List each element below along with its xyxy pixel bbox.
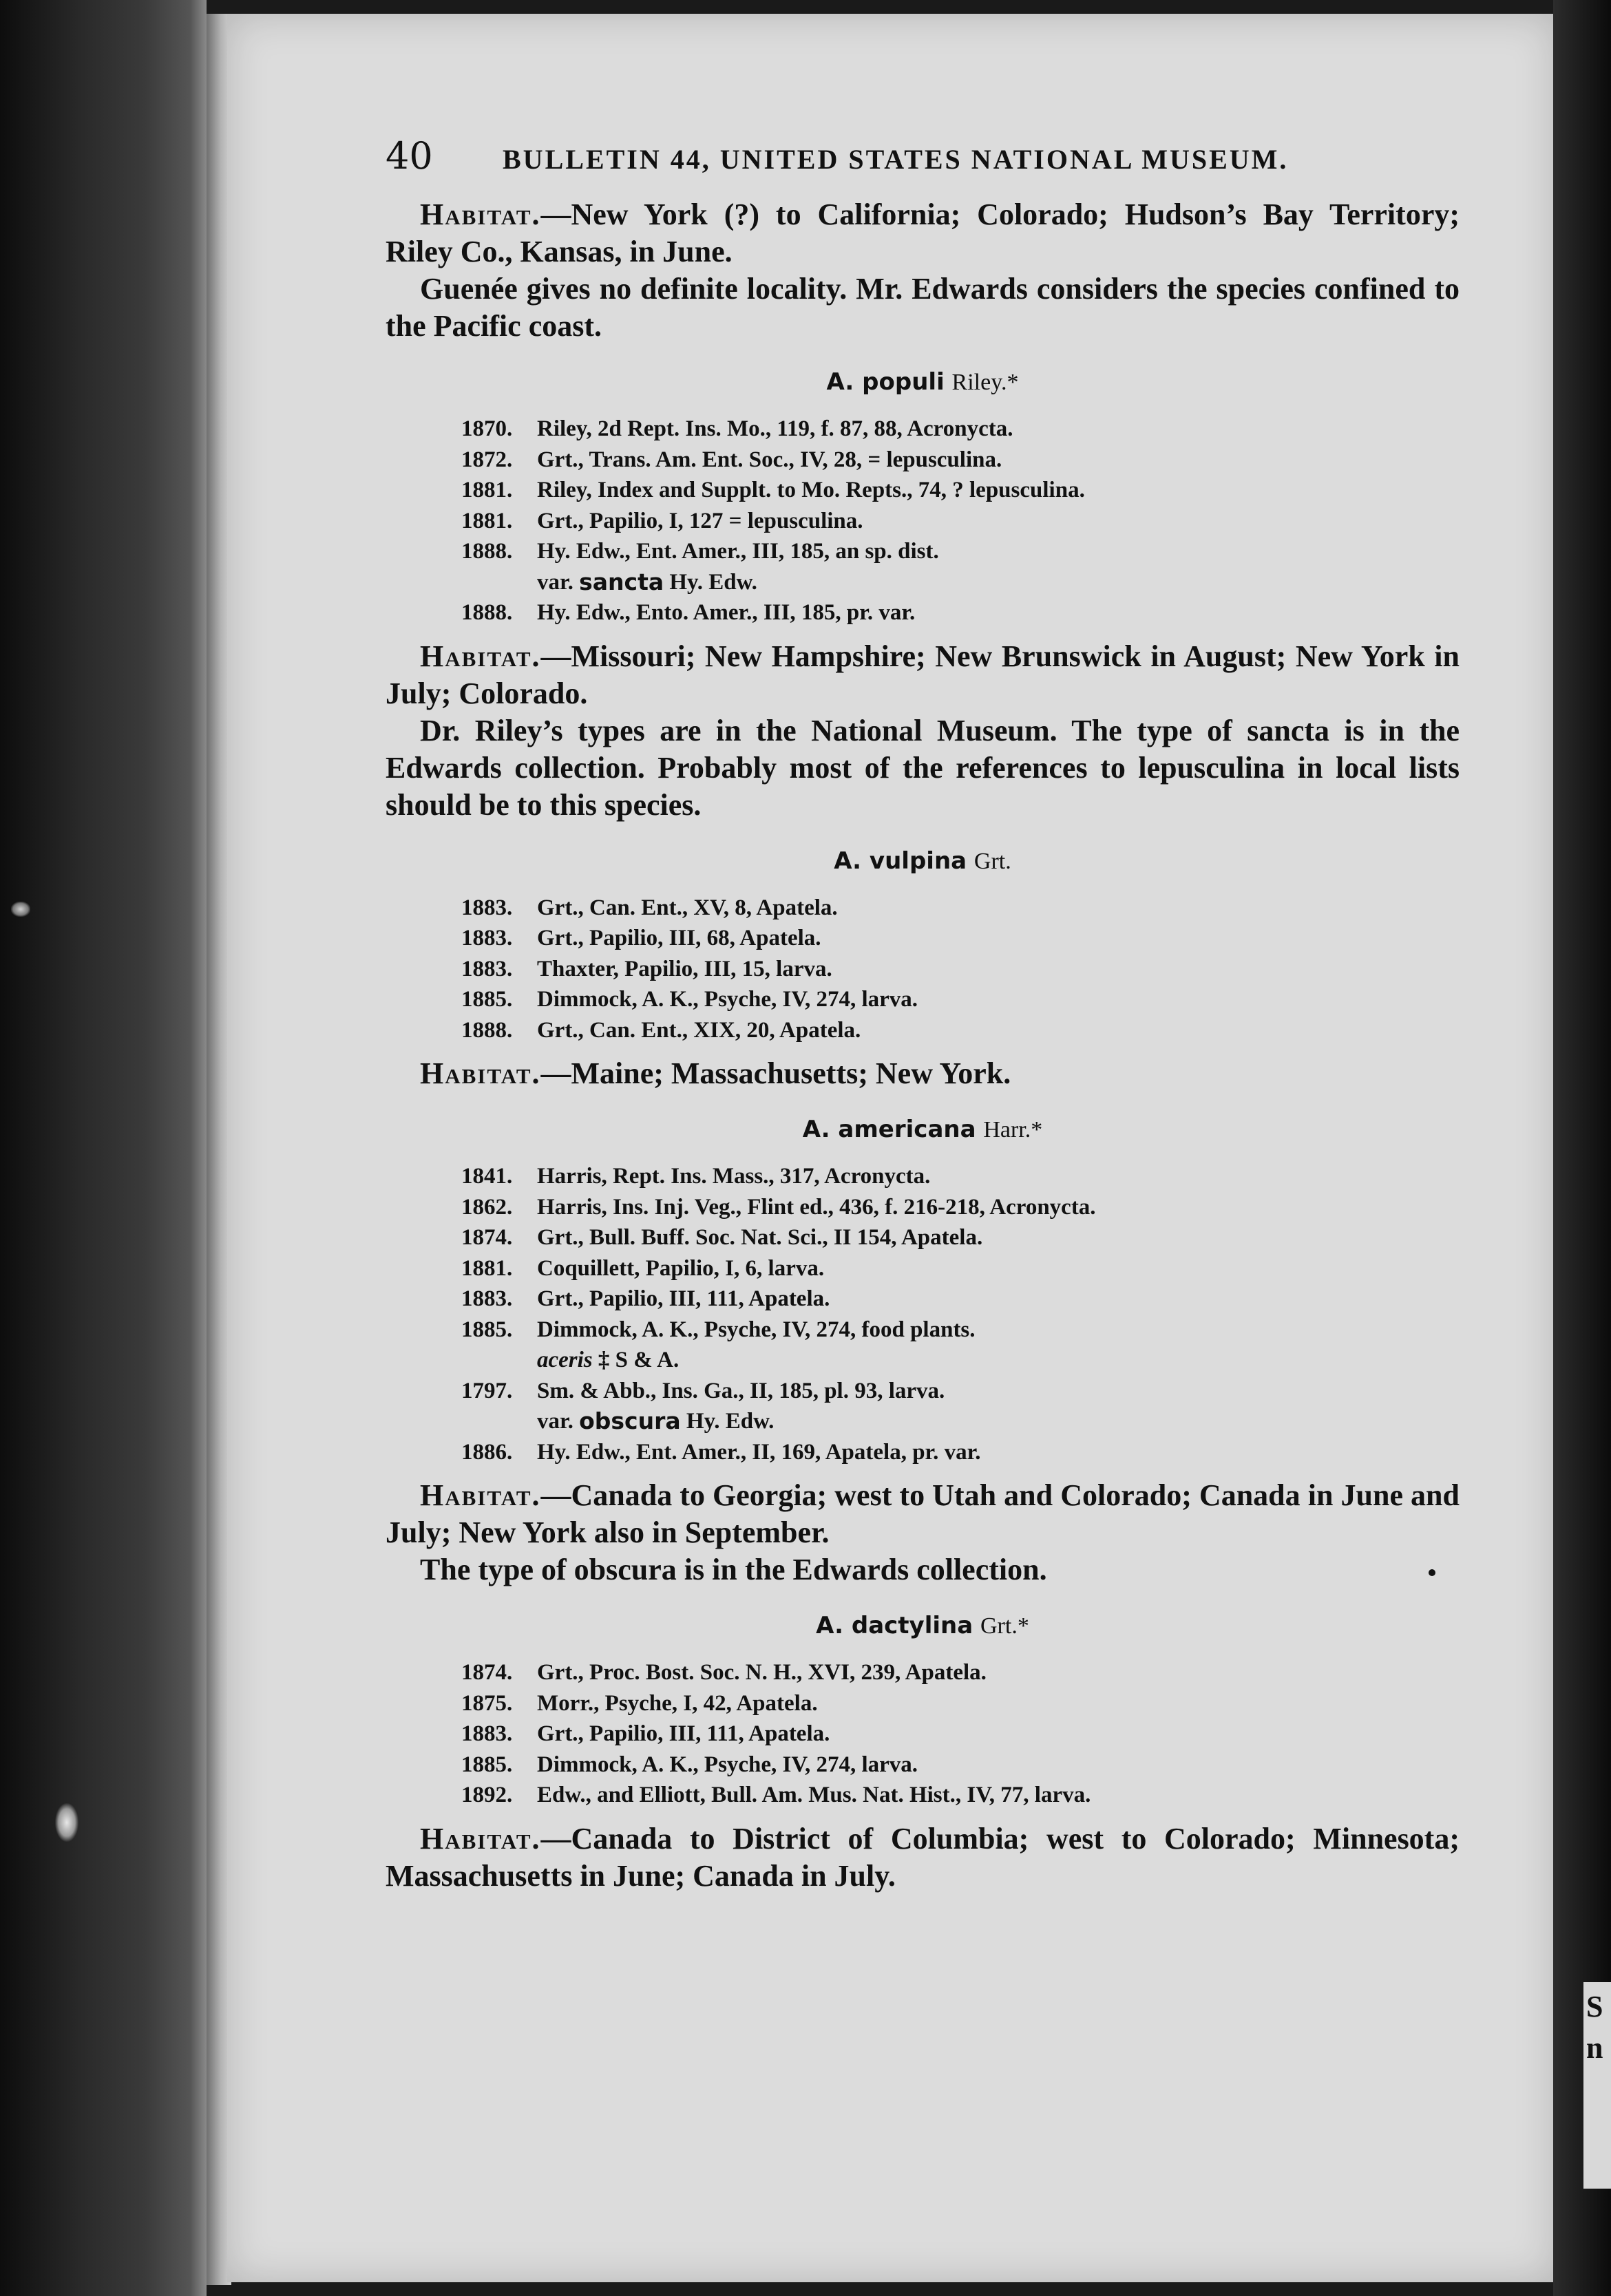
- reference-entry: [386, 1437, 1460, 1468]
- reference-text: Morr., Psyche, I, 42, Apatela.: [537, 1690, 818, 1716]
- species-name: A. dactylina: [816, 1612, 973, 1639]
- synonym-line: [386, 1345, 1460, 1376]
- variety-prefix: var.: [537, 1409, 573, 1434]
- scan-right-shadow: [1553, 0, 1611, 2296]
- reference-year: 1888.: [461, 1017, 513, 1043]
- reference-entry: [386, 954, 1460, 985]
- reference-entry: [386, 923, 1460, 954]
- reference-text: Grt., Can. Ent., XV, 8, Apatela.: [537, 895, 838, 920]
- habitat-text: —New York (?) to California; Colorado; Hudson’s Bay Territory; Riley Co., Kansas, in June.: [386, 198, 1460, 268]
- reference-year: 1872.: [461, 447, 513, 472]
- variety-line: [386, 1406, 1460, 1437]
- reference-entry: [386, 1657, 1460, 1688]
- habitat-label: Habitat.: [420, 1478, 541, 1512]
- reference-list: [386, 1657, 1460, 1811]
- reference-year: 1888.: [461, 539, 513, 564]
- reference-text: Riley, Index and Supplt. to Mo. Repts., 74, ? lepusculina.: [537, 478, 1085, 502]
- reference-text: Dimmock, A. K., Psyche, IV, 274, food plants.: [537, 1317, 976, 1342]
- scan-left-shadow: [0, 0, 207, 2296]
- reference-text: Hy. Edw., Ento. Amer., III, 185, pr. var.: [537, 600, 916, 625]
- reference-entry: [386, 536, 1460, 567]
- reference-year: 1885.: [461, 1752, 513, 1777]
- reference-text: Dimmock, A. K., Psyche, IV, 274, larva.: [537, 1752, 918, 1777]
- reference-text: Dimmock, A. K., Psyche, IV, 274, larva.: [537, 987, 918, 1012]
- reference-year: 1874.: [461, 1660, 513, 1685]
- reference-text: Grt., Papilio, III, 111, Apatela.: [537, 1286, 830, 1311]
- reference-year: 1883.: [461, 956, 513, 981]
- book-page: [227, 14, 1556, 2282]
- synonym-name: aceris: [537, 1348, 593, 1372]
- reference-entry: [386, 506, 1460, 537]
- variety-author: Hy. Edw.: [669, 569, 757, 595]
- fragment-letter: n: [1586, 2031, 1603, 2065]
- margin-blot: [55, 1803, 78, 1842]
- reference-list: [386, 893, 1460, 1046]
- reference-text: Grt., Papilio, III, 111, Apatela.: [537, 1721, 830, 1746]
- intro-note: Guenée gives no definite locality. Mr. Edwards considers the species confined to the Pacific coast.: [386, 272, 1460, 343]
- reference-text: Grt., Papilio, I, 127 = lepusculina.: [537, 508, 863, 533]
- adjacent-page-fragment: [1583, 1982, 1611, 2189]
- species-habitat: [386, 1820, 1460, 1895]
- variety-name: obscura: [579, 1407, 681, 1434]
- species-heading: [386, 1612, 1460, 1639]
- bulletin-title: BULLETIN 44, UNITED STATES NATIONAL MUSEUM.: [503, 144, 1289, 175]
- reference-entry: [386, 475, 1460, 506]
- reference-entry: [386, 893, 1460, 924]
- species-heading: [386, 847, 1460, 875]
- species-habitat: [386, 638, 1460, 712]
- species-note: The type of obscura is in the Edwards collection.: [420, 1553, 1047, 1586]
- habitat-label: Habitat.: [420, 1821, 541, 1856]
- reference-text: Grt., Can. Ent., XIX, 20, Apatela.: [537, 1017, 861, 1043]
- variety-author: Hy. Edw.: [686, 1409, 775, 1434]
- species-habitat: [386, 1055, 1460, 1092]
- reference-text: Grt., Papilio, III, 68, Apatela.: [537, 926, 821, 950]
- reference-text: Harris, Rept. Ins. Mass., 317, Acronycta.: [537, 1164, 931, 1189]
- page-number: 40: [386, 134, 433, 178]
- species-heading: [386, 368, 1460, 396]
- reference-entry: [386, 1284, 1460, 1315]
- reference-entry: [386, 1192, 1460, 1223]
- habitat-text: —Missouri; New Hampshire; New Brunswick in August; New York in July; Colorado.: [386, 639, 1460, 710]
- reference-year: 1875.: [461, 1690, 513, 1716]
- reference-text: Hy. Edw., Ent. Amer., III, 185, an sp. dist.: [537, 539, 939, 564]
- reference-year: 1885.: [461, 987, 513, 1012]
- margin-blot: [11, 902, 30, 917]
- reference-year: 1874.: [461, 1225, 513, 1250]
- fragment-letter: S: [1586, 1990, 1603, 2023]
- reference-entry: [386, 984, 1460, 1015]
- species-name: A. populi: [826, 368, 945, 396]
- reference-text: Edw., and Elliott, Bull. Am. Mus. Nat. Hist., IV, 77, larva.: [537, 1783, 1091, 1807]
- reference-entry: [386, 445, 1460, 476]
- reference-entry: [386, 1315, 1460, 1346]
- reference-text: Hy. Edw., Ent. Amer., II, 169, Apatela, pr. var.: [537, 1439, 981, 1465]
- habitat-label: Habitat.: [420, 1056, 541, 1090]
- ink-dot: [1429, 1569, 1435, 1576]
- species-author: Grt.*: [980, 1613, 1029, 1639]
- reference-text: Grt., Trans. Am. Ent. Soc., IV, 28, = lepusculina.: [537, 447, 1002, 472]
- reference-entry: [386, 1719, 1460, 1750]
- reference-year: 1886.: [461, 1439, 513, 1465]
- reference-entry: [386, 414, 1460, 445]
- reference-year: 1841.: [461, 1164, 513, 1189]
- habitat-text: —Maine; Massachusetts; New York.: [540, 1056, 1011, 1090]
- reference-entry: [386, 1688, 1460, 1719]
- reference-year: 1881.: [461, 508, 513, 533]
- variety-name: sancta: [579, 568, 664, 595]
- reference-year: 1888.: [461, 600, 513, 625]
- reference-year: 1870.: [461, 416, 513, 441]
- reference-text: Coquillett, Papilio, I, 6, larva.: [537, 1255, 825, 1281]
- species-heading: [386, 1116, 1460, 1143]
- reference-entry: [386, 1376, 1460, 1407]
- page-content: [386, 134, 1460, 1895]
- reference-text: Riley, 2d Rept. Ins. Mo., 119, f. 87, 88, Acronycta.: [537, 416, 1013, 441]
- reference-text: Harris, Ins. Inj. Veg., Flint ed., 436, f. 216-218, Acronycta.: [537, 1194, 1096, 1220]
- reference-entry: [386, 1161, 1460, 1192]
- species-author: Harr.*: [983, 1117, 1043, 1142]
- reference-text: Thaxter, Papilio, III, 15, larva.: [537, 956, 832, 981]
- reference-year: 1883.: [461, 895, 513, 920]
- variety-prefix: var.: [537, 569, 573, 595]
- variety-line: [386, 567, 1460, 598]
- habitat-text: —Canada to District of Columbia; west to Colorado; Minnesota; Massachusetts in June; Canada in July.: [386, 1821, 1460, 1893]
- reference-text: Grt., Proc. Bost. Soc. N. H., XVI, 239, Apatela.: [537, 1660, 987, 1685]
- species-author: Grt.: [973, 848, 1011, 874]
- reference-entry: [386, 1015, 1460, 1046]
- species-author: Riley.*: [951, 370, 1019, 395]
- reference-entry: [386, 1222, 1460, 1253]
- reference-entry: [386, 597, 1460, 628]
- reference-year: 1797.: [461, 1378, 513, 1403]
- reference-year: 1881.: [461, 1255, 513, 1281]
- reference-entry: [386, 1780, 1460, 1811]
- species-name: A. vulpina: [834, 847, 967, 875]
- reference-year: 1883.: [461, 1286, 513, 1311]
- habitat-text: —Canada to Georgia; west to Utah and Colorado; Canada in June and July; New York also in September.: [386, 1478, 1460, 1549]
- running-head: [386, 134, 1460, 189]
- synonym-author: S & A.: [615, 1348, 680, 1372]
- intro-habitat: [386, 196, 1460, 270]
- species-habitat: [386, 1477, 1460, 1551]
- species-name: A. americana: [802, 1116, 976, 1143]
- reference-year: 1892.: [461, 1783, 513, 1807]
- reference-year: 1883.: [461, 1721, 513, 1746]
- reference-year: 1862.: [461, 1194, 513, 1220]
- reference-list: [386, 414, 1460, 628]
- reference-year: 1881.: [461, 478, 513, 502]
- reference-entry: [386, 1750, 1460, 1781]
- reference-year: 1885.: [461, 1317, 513, 1342]
- species-note: Dr. Riley’s types are in the National Museum. The type of sancta is in the Edwards collection. Probably most of the references to lepusculina in local lists should be to this species.: [386, 713, 1460, 822]
- reference-list: [386, 1161, 1460, 1467]
- habitat-label: Habitat.: [420, 639, 541, 673]
- habitat-label: Habitat.: [420, 198, 541, 231]
- reference-year: 1883.: [461, 926, 513, 950]
- reference-entry: [386, 1253, 1460, 1284]
- reference-text: Sm. & Abb., Ins. Ga., II, 185, pl. 93, larva.: [537, 1378, 945, 1403]
- synonym-mark: ‡: [598, 1348, 610, 1372]
- reference-text: Grt., Bull. Buff. Soc. Nat. Sci., II 154, Apatela.: [537, 1225, 983, 1250]
